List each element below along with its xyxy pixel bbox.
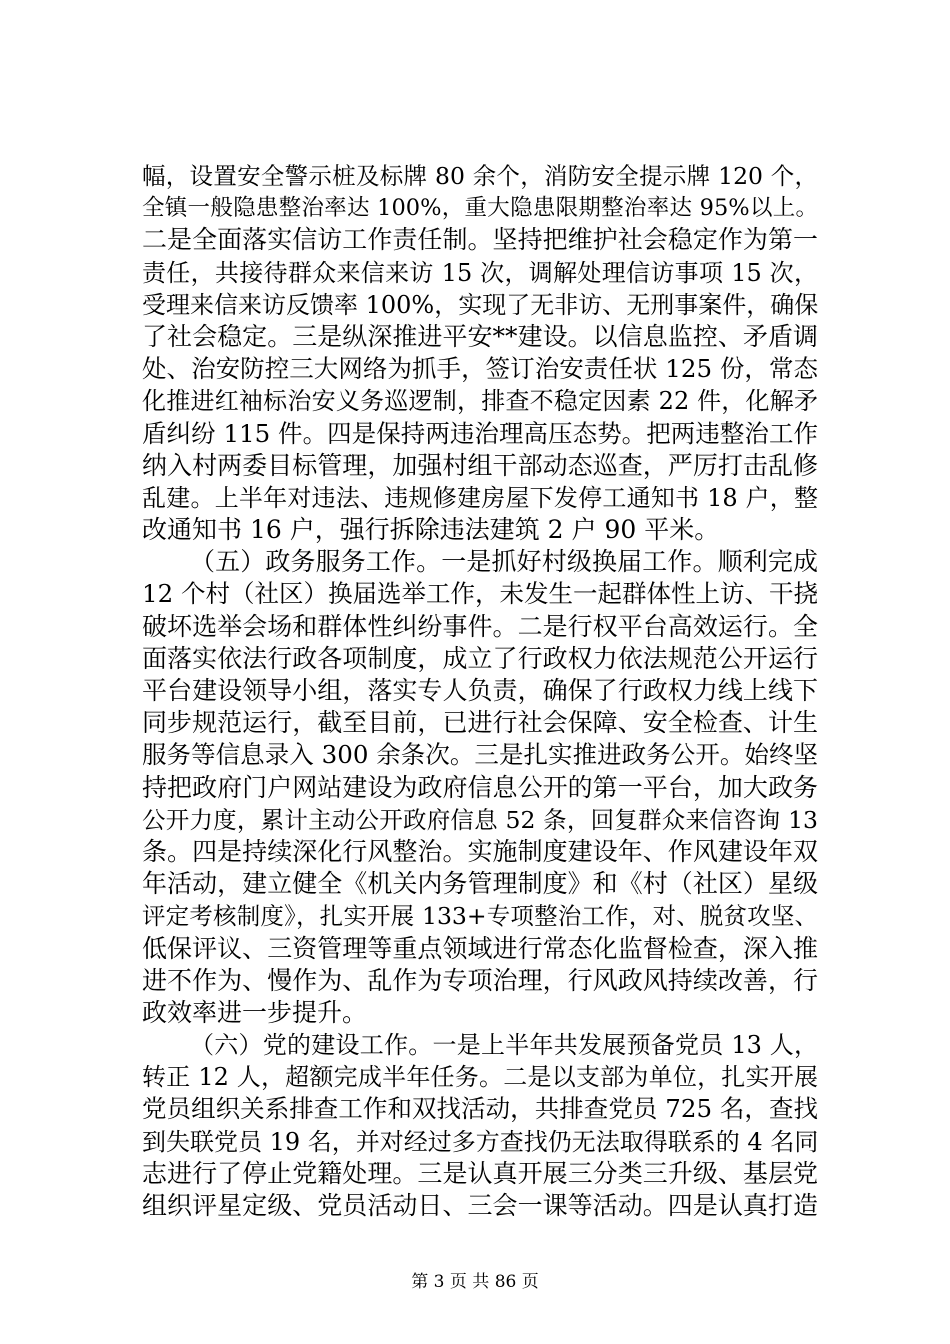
text-line: 改通知书 16 户，强行拆除违法建筑 2 户 90 平米。 xyxy=(142,515,720,545)
text-line: 党员组织关系排查工作和双找活动，共排查党员 725 名，查找 xyxy=(142,1094,818,1124)
page-number-footer: 第 3 页 共 86 页 xyxy=(411,1272,539,1292)
text-line: 破坏选举会场和群体性纠纷事件。二是行权平台高效运行。全 xyxy=(142,611,818,641)
text-line: 12 个村（社区）换届选举工作，未发生一起群体性上访、干挠 xyxy=(142,579,818,609)
text-line: 服务等信息录入 300 余条次。三是扎实推进政务公开。始终坚 xyxy=(142,740,818,770)
text-line: 幅，设置安全警示桩及标牌 80 余个，消防安全提示牌 120 个， xyxy=(142,162,818,190)
text-line: 化推进红袖标治安义务巡逻制，排查不稳定因素 22 件，化解矛 xyxy=(142,387,818,416)
text-line: 受理来信来访反馈率 100%，实现了无非访、无刑事案件，确保 xyxy=(142,290,819,319)
text-line: 全镇一般隐患整治率达 100%，重大隐患限期整治率达 95%以上。 xyxy=(142,195,818,222)
text-line: 二是全面落实信访工作责任制。坚持把维护社会稳定作为第一 xyxy=(142,225,818,255)
text-line: 责任，共接待群众来信来访 15 次，调解处理信访事项 15 次， xyxy=(142,258,818,287)
text-line: 评定考核制度》，扎实开展 133+专项整治工作，对、脱贫攻坚、 xyxy=(142,902,818,931)
text-line: 同步规范运行，截至目前，已进行社会保障、安全检查、计生 xyxy=(142,708,818,738)
text-line: 乱建。上半年对违法、违规修建房屋下发停工通知书 18 户，整 xyxy=(142,483,818,512)
text-line: 持把政府门户网站建设为政府信息公开的第一平台，加大政务 xyxy=(142,772,818,802)
section-heading-line: （五）政务服务工作。一是抓好村级换届工作。顺利完成 xyxy=(190,547,818,577)
text-line: 低保评议、三资管理等重点领域进行常态化监督检查，深入推 xyxy=(142,933,818,963)
text-line: 处、治安防控三大网络为抓手，签订治安责任状 125 份，常态 xyxy=(142,354,818,384)
text-line: 面落实依法行政各项制度，成立了行政权力依法规范公开运行 xyxy=(142,643,818,673)
text-line: 组织评星定级、党员活动日、三会一课等活动。四是认真打造 xyxy=(142,1191,818,1220)
text-line: 政效率进一步提升。 xyxy=(142,997,368,1027)
text-line: 年活动，建立健全《机关内务管理制度》和《村（社区）星级 xyxy=(142,869,818,899)
text-line: 转正 12 人，超额完成半年任务。二是以支部为单位，扎实开展 xyxy=(142,1063,818,1092)
text-line: 到失联党员 19 名，并对经过多方查找仍无法取得联系的 4 名同 xyxy=(142,1127,819,1156)
text-line: 进不作为、慢作为、乱作为专项治理，行风政风持续改善，行 xyxy=(142,965,818,995)
text-line: 公开力度，累计主动公开政府信息 52 条，回复群众来信咨询 13 xyxy=(142,805,818,834)
text-line: 了社会稳定。三是纵深推进平安**建设。以信息监控、矛盾调 xyxy=(142,321,818,351)
text-line: 条。四是持续深化行风整治。实施制度建设年、作风建设年双 xyxy=(142,836,818,866)
section-heading-line: （六）党的建设工作。一是上半年共发展预备党员 13 人， xyxy=(190,1031,818,1060)
text-line: 纳入村两委目标管理，加强村组干部动态巡查，严厉打击乱修 xyxy=(142,450,818,480)
text-line: 平台建设领导小组，落实专人负责，确保了行政权力线上线下 xyxy=(142,676,818,705)
text-line: 志进行了停止党籍处理。三是认真开展三分类三升级、基层党 xyxy=(142,1158,818,1188)
text-line: 盾纠纷 115 件。四是保持两违治理高压态势。把两违整治工作 xyxy=(142,418,818,448)
document-body xyxy=(142,160,818,1222)
